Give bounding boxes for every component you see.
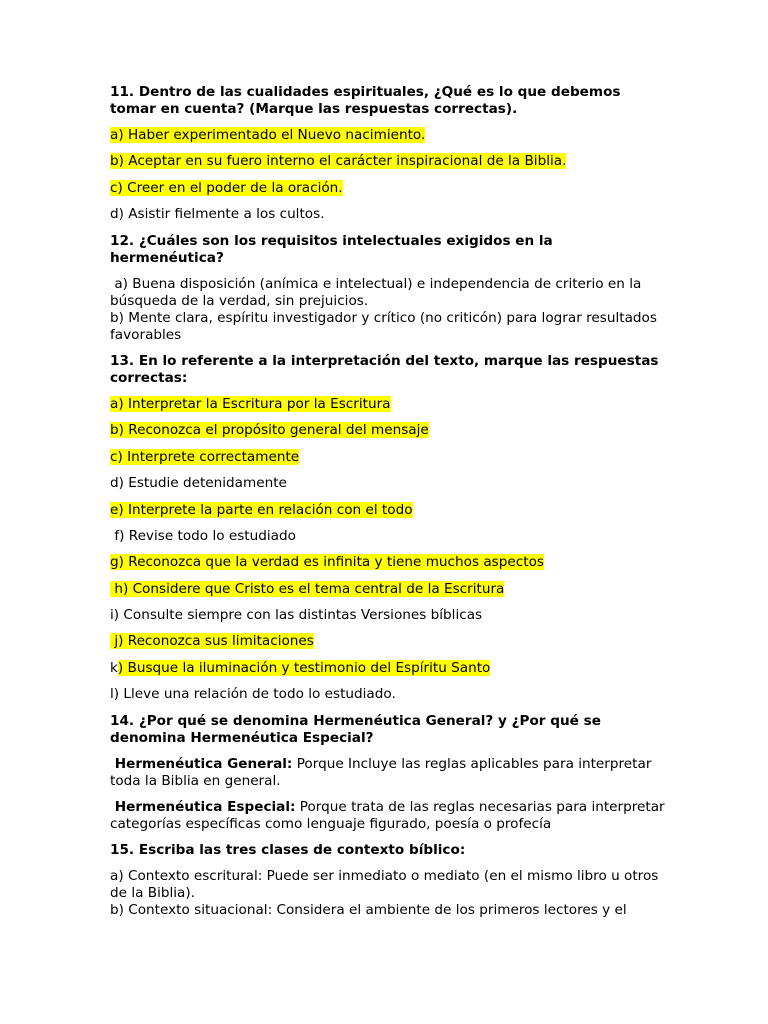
question-13-title: 13. En lo referente a la interpretación del texto, marque las respuestas correctas: bbox=[110, 352, 659, 386]
q13-option-h bbox=[110, 581, 670, 598]
highlighted-text: b) Aceptar en su fuero interno el carácter inspiracional de la Biblia. bbox=[110, 153, 567, 170]
q12-answer-b: b) Mente clara, espíritu investigador y crítico (no criticón) para lograr resultados favorables bbox=[110, 309, 662, 343]
q13-option-d: d) Estudie detenidamente bbox=[110, 475, 287, 492]
highlighted-text: a) Haber experimentado el Nuevo nacimiento. bbox=[110, 127, 426, 143]
question-15-title: 15. Escriba las tres clases de contexto bíblico: bbox=[110, 842, 466, 859]
document-content bbox=[110, 84, 670, 929]
question-11-title: 11. Dentro de las cualidades espirituales, ¿Qué es lo que debemos tomar en cuenta? (Marque las respuestas correctas). bbox=[110, 84, 621, 117]
q13-option-f: f) Revise todo lo estudiado bbox=[110, 527, 296, 544]
q13-option-c bbox=[110, 449, 670, 466]
question-14-title: 14. ¿Por qué se denomina Hermenéutica General? y ¿Por qué se denomina Hermenéutica Especial? bbox=[110, 712, 601, 746]
general-text: Porque Incluye las reglas aplicables para interpretar toda la Biblia en general. bbox=[110, 755, 656, 789]
q13-option-b bbox=[110, 422, 670, 439]
special-label: Hermenéutica Especial: bbox=[110, 799, 296, 816]
q13-option-a bbox=[110, 396, 670, 413]
q13-option-j bbox=[110, 633, 670, 650]
q11-option-b bbox=[110, 153, 670, 170]
q13-option-e bbox=[110, 502, 670, 519]
q13-option-l: l) Lleve una relación de todo lo estudiado. bbox=[110, 686, 396, 703]
q13-option-g bbox=[110, 554, 670, 571]
highlighted-text: j) Reconozca sus limitaciones bbox=[110, 633, 314, 650]
highlighted-text: ) Busque la iluminación y testimonio del Espíritu Santo bbox=[117, 659, 491, 676]
highlighted-text: a) Interpretar la Escritura por la Escritura bbox=[110, 395, 391, 412]
highlighted-text: c) Creer en el poder de la oración. bbox=[110, 179, 343, 196]
special-text: Porque trata de las reglas necesarias para interpretar categorías específicas como lenguaje figurado, poesía o profecía bbox=[110, 799, 669, 833]
q11-option-d: d) Asistir fielmente a los cultos. bbox=[110, 206, 325, 223]
q14-general bbox=[110, 756, 670, 790]
highlighted-text: c) Interprete correctamente bbox=[110, 448, 300, 465]
q13-option-k bbox=[110, 660, 670, 677]
question-12-title: 12. ¿Cuáles son los requisitos intelectuales exigidos en la hermenéutica? bbox=[110, 232, 553, 266]
highlighted-text: g) Reconozca que la verdad es infinita y tiene muchos aspectos bbox=[110, 554, 544, 571]
q13-option-i: i) Consulte siempre con las distintas Versiones bíblicas bbox=[110, 607, 483, 624]
highlighted-text: e) Interprete la parte en relación con el todo bbox=[110, 501, 413, 518]
q11-option-c bbox=[110, 180, 670, 197]
q12-answer-a: a) Buena disposición (anímica e intelectual) e independencia de criterio en la búsqueda de la verdad, sin prejuicios. bbox=[110, 275, 646, 309]
q15-answer-b: b) Contexto situacional: Considera el ambiente de los primeros lectores y el bbox=[110, 902, 627, 919]
option-letter: k bbox=[110, 659, 118, 676]
general-label: Hermenéutica General: bbox=[110, 755, 293, 772]
highlighted-text: b) Reconozca el propósito general del mensaje bbox=[110, 422, 429, 439]
q14-special bbox=[110, 799, 670, 833]
q11-option-a bbox=[110, 127, 670, 144]
highlighted-text: h) Considere que Cristo es el tema central de la Escritura bbox=[110, 580, 505, 597]
q15-answer-a: a) Contexto escritural: Puede ser inmediato o mediato (en el mismo libro u otros de la Biblia). bbox=[110, 868, 663, 902]
